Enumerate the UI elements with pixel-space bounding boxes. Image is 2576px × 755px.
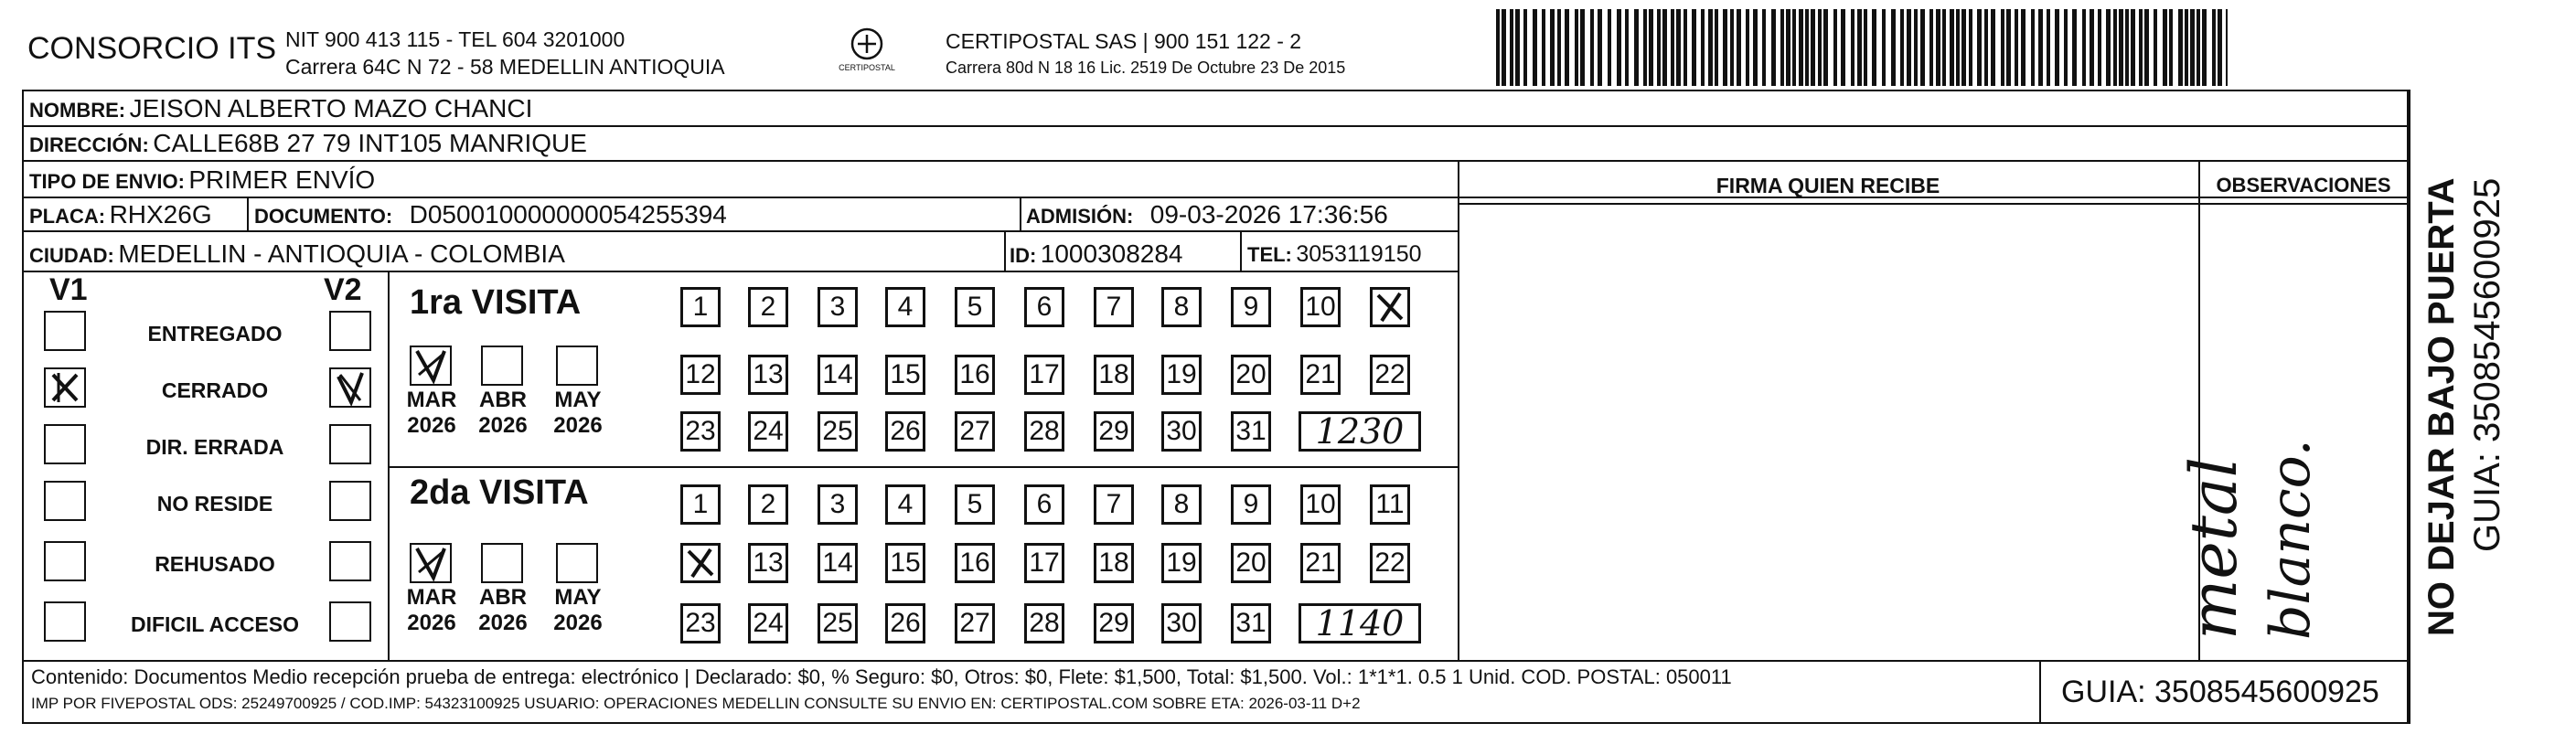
barcode-bar [1737,9,1741,86]
day-cell[interactable]: 20 [1231,543,1271,583]
placa-value: RHX26G [109,200,212,229]
barcode-bar [2038,9,2043,86]
v1-checkbox[interactable] [44,481,86,521]
month-checkbox[interactable] [556,543,598,583]
barcode-bar [2055,9,2059,86]
direccion-value: CALLE68B 27 79 INT105 MANRIQUE [153,129,587,157]
barcode-bar [1634,9,1639,86]
barcode-bar [1580,9,1585,86]
barcode-bar [1920,9,1925,86]
day-cell[interactable]: 17 [1024,543,1064,583]
placa-label: PLACA: [29,205,106,228]
day-cell[interactable]: 20 [1231,355,1271,395]
month-checkbox[interactable] [410,346,452,386]
v2-checkbox[interactable] [329,367,371,408]
barcode-bar [1683,9,1687,86]
barcode-bar [1929,9,1933,86]
barcode-bar [1900,9,1904,86]
barcode-bar [1872,9,1876,86]
barcode-bar [2178,9,2183,86]
month-label: MAY [554,585,602,610]
month-label: ABR [479,388,527,412]
barcode-bar [1936,9,1940,86]
barcode-bar [1649,9,1653,86]
admision-label: ADMISIÓN: [1026,205,1134,228]
month-label: ABR [479,585,527,610]
v2-checkbox[interactable] [329,481,371,521]
day-cell[interactable]: 18 [1094,355,1134,395]
day-cell[interactable]: 8 [1161,287,1202,327]
barcode-bar [2006,9,2011,86]
documento-label: DOCUMENTO: [254,205,393,228]
day-cell[interactable]: 27 [955,603,995,643]
barcode-bar [1671,9,1674,86]
day-cell[interactable]: 30 [1161,411,1202,452]
day-cell[interactable]: 14 [818,543,858,583]
barcode-bar [1780,9,1784,86]
day-cell[interactable]: 29 [1094,603,1134,643]
barcode [1496,9,2228,88]
day-cell[interactable]: 10 [1300,484,1341,525]
barcode-bar [1608,9,1611,86]
barcode-bar [1746,9,1749,86]
status-option-label: NO RESIDE [156,492,273,516]
barcode-bar [2218,9,2222,86]
barcode-bar [2090,9,2094,86]
day-cell[interactable]: 4 [885,484,925,525]
barcode-bar [1708,9,1713,86]
day-cell[interactable]: 14 [818,355,858,395]
day-cell[interactable]: 28 [1024,603,1064,643]
day-cell[interactable]: 16 [955,543,995,583]
day-cell[interactable]: 9 [1231,287,1271,327]
day-cell[interactable]: 5 [955,484,995,525]
barcode-bar [1575,9,1578,86]
barcode-bar [1891,9,1896,86]
admision-value: 09-03-2026 17:36:56 [1149,200,1388,229]
barcode-bar [1841,9,1845,86]
barcode-bar [1961,9,1966,86]
barcode-bar [1723,9,1727,86]
tipo-envio-label: TIPO DE ENVIO: [29,170,185,193]
barcode-bar [1818,9,1822,86]
year-label: 2026 [407,611,456,635]
barcode-bar [1643,9,1647,86]
year-label: 2026 [553,611,603,635]
barcode-bar [2185,9,2188,86]
visit-time-cell: 1140 [1299,603,1421,643]
company-address: Carrera 64C N 72 - 58 MEDELLIN ANTIOQUIA [285,55,725,79]
day-cell[interactable]: 12 [680,355,721,395]
v1-checkbox[interactable] [44,541,86,581]
barcode-bar [1811,9,1815,86]
ciudad-value: MEDELLIN - ANTIOQUIA - COLOMBIA [118,239,565,268]
day-cell[interactable]: 31 [1231,411,1271,452]
day-cell[interactable]: 15 [885,543,925,583]
barcode-bar [2139,9,2143,86]
barcode-bar [1496,9,1500,86]
v1-label: V1 [49,272,88,307]
month-label: MAR [406,388,457,412]
day-cell[interactable]: 22 [1370,543,1410,583]
day-cell[interactable]: 24 [748,411,788,452]
carrier-license: Carrera 80d N 18 16 Lic. 2519 De Octubre 23 De 2015 [946,58,1346,77]
observation-handwriting-line2: blanco. [2259,439,2323,640]
day-cell[interactable]: 28 [1024,411,1064,452]
day-cell[interactable]: 19 [1161,543,1202,583]
day-cell[interactable]: 13 [748,355,788,395]
barcode-bar [2021,9,2026,86]
year-label: 2026 [553,413,603,438]
id-value: 1000308284 [1040,239,1183,268]
day-cell[interactable]: 9 [1231,484,1271,525]
status-option-label: REHUSADO [155,552,275,576]
barcode-bar [1771,9,1776,86]
barcode-bar [1857,9,1862,86]
barcode-bar [1851,9,1855,86]
barcode-bar [2119,9,2123,86]
barcode-bar [1786,9,1790,86]
barcode-bar [2131,9,2135,86]
barcode-bar [2125,9,2129,86]
status-option-label: CERRADO [161,378,269,402]
barcode-bar [2031,9,2035,86]
barcode-bar [1657,9,1661,86]
day-cell[interactable]: 1 [680,287,721,327]
day-cell[interactable]: 30 [1161,603,1202,643]
footer-imp-line: IMP POR FIVEPOSTAL ODS: 25249700925 / COD.IMP: 54323100925 USUARIO: OPERACIONES MEDELLIN CONSULTE SU ENVIO EN: CERTIPOSTAL.COM SOBRE ETA: 2026-03-11 D+2 [31,695,1361,712]
day-cell[interactable]: 25 [818,603,858,643]
barcode-bar [1969,9,1972,86]
barcode-bar [1991,9,1995,86]
month-label: MAR [406,585,457,610]
certipostal-logo-icon [830,26,903,80]
month-checkbox[interactable] [410,543,452,583]
barcode-bar [1833,9,1837,86]
status-option-label: DIR. ERRADA [145,435,284,459]
day-cell[interactable]: 26 [885,603,925,643]
day-cell[interactable]: 25 [818,411,858,452]
month-label: MAY [554,388,602,412]
barcode-bar [1542,9,1545,86]
year-label: 2026 [478,413,528,438]
no-dejar-bajo-puerta: NO DEJAR BAJO PUERTA [2421,177,2462,636]
barcode-bar [1792,9,1796,86]
first-visit-title: 1ra VISITA [410,283,582,322]
barcode-bar [2015,9,2018,86]
company-name: CONSORCIO ITS [27,31,277,66]
v2-label: V2 [324,272,362,307]
barcode-bar [1942,9,1946,86]
barcode-bar [2202,9,2207,86]
barcode-bar [1701,9,1705,86]
day-cell[interactable]: 1 [680,484,721,525]
barcode-bar [1692,9,1696,86]
barcode-bar [2113,9,2117,86]
barcode-bar [2082,9,2086,86]
day-cell[interactable]: 29 [1094,411,1134,452]
ciudad-label: CIUDAD: [29,244,114,267]
day-cell[interactable]: 16 [955,355,995,395]
barcode-bar [1565,9,1569,86]
barcode-bar [1557,9,1561,86]
barcode-bar [1598,9,1602,86]
day-cell[interactable]: 31 [1231,603,1271,643]
day-cell[interactable]: 2 [748,484,788,525]
barcode-bar [1510,9,1513,86]
barcode-bar [1753,9,1758,86]
day-cell[interactable]: 7 [1094,484,1134,525]
visit-time-cell: 1230 [1299,411,1421,452]
barcode-bar [1914,9,1918,86]
id-label: ID: [1010,244,1037,267]
day-cell[interactable]: 21 [1300,543,1341,583]
direccion-label: DIRECCIÓN: [29,133,149,156]
second-visit-title: 2da VISITA [410,473,589,512]
day-cell[interactable]: 26 [885,411,925,452]
tel-label: TEL: [1247,243,1292,266]
barcode-bar [2197,9,2200,86]
barcode-bar [2106,9,2111,86]
side-guia: GUIA: 3508545600925 [2467,177,2507,552]
barcode-bar [1984,9,1988,86]
day-cell[interactable]: 21 [1300,355,1341,395]
barcode-bar [2098,9,2101,86]
day-cell[interactable]: 17 [1024,355,1064,395]
day-cell[interactable]: 11 [1370,484,1410,525]
documento-value: D050010000000054255394 [409,200,727,229]
day-cell[interactable]: 4 [885,287,925,327]
day-cell[interactable]: 23 [680,411,721,452]
v2-checkbox[interactable] [329,541,371,581]
day-cell[interactable]: 7 [1094,287,1134,327]
observation-handwriting-line1: metal [2176,456,2251,640]
barcode-bar [1662,9,1667,86]
barcode-bar [1715,9,1718,86]
v2-checkbox[interactable] [329,424,371,464]
barcode-bar [2154,9,2157,86]
barcode-bar [2144,9,2149,86]
day-cell[interactable]: 3 [818,484,858,525]
day-cell[interactable]: 3 [818,287,858,327]
company-nit: NIT 900 413 115 - TEL 604 3201000 [285,27,625,51]
barcode-bar [2169,9,2173,86]
observaciones-label: OBSERVACIONES [2216,174,2391,197]
barcode-bar [1823,9,1828,86]
tipo-envio-value: PRIMER ENVÍO [188,165,376,194]
day-cell[interactable]: 8 [1161,484,1202,525]
day-cell[interactable]: 6 [1024,287,1064,327]
v2-checkbox[interactable] [329,311,371,351]
footer-guia: GUIA: 3508545600925 [2061,675,2379,709]
month-checkbox[interactable] [481,543,523,583]
barcode-bar [1762,9,1766,86]
day-cell[interactable]: 5 [955,287,995,327]
day-cell[interactable]: 19 [1161,355,1202,395]
day-cell[interactable]: 6 [1024,484,1064,525]
nombre-value: JEISON ALBERTO MAZO CHANCI [129,94,533,122]
barcode-bar [2212,9,2216,86]
barcode-bar [1882,9,1886,86]
barcode-bar [2072,9,2077,86]
barcode-bar [2190,9,2195,86]
v1-checkbox[interactable] [44,601,86,642]
day-cell[interactable] [1370,287,1410,327]
v1-checkbox[interactable] [44,311,86,351]
day-cell[interactable]: 23 [680,603,721,643]
v1-checkbox[interactable] [44,424,86,464]
barcode-bar [1730,9,1734,86]
tel-value: 3053119150 [1296,241,1422,267]
day-cell[interactable]: 24 [748,603,788,643]
nombre-label: NOMBRE: [29,99,126,122]
logo-text: CERTIPOSTAL [839,63,895,72]
status-option-label: DIFICIL ACCESO [130,612,299,636]
day-cell[interactable]: 2 [748,287,788,327]
day-cell[interactable]: 18 [1094,543,1134,583]
barcode-bar [1590,9,1594,86]
day-cell[interactable]: 22 [1370,355,1410,395]
barcode-bar [1799,9,1803,86]
v1-checkbox[interactable] [44,367,86,408]
barcode-bar [2047,9,2050,86]
day-cell[interactable]: 13 [748,543,788,583]
barcode-bar [1550,9,1555,86]
barcode-bar [1676,9,1681,86]
day-cell[interactable]: 15 [885,355,925,395]
year-label: 2026 [478,611,528,635]
barcode-bar [1515,9,1520,86]
barcode-bar [1617,9,1621,86]
barcode-bar [1523,9,1527,86]
barcode-bar [2064,9,2068,86]
year-label: 2026 [407,413,456,438]
barcode-bar [2001,9,2004,86]
barcode-bar [1533,9,1537,86]
barcode-bar [1864,9,1867,86]
barcode-bar [1625,9,1629,86]
month-checkbox[interactable] [481,346,523,386]
barcode-bar [1956,9,1960,86]
day-cell[interactable] [680,543,721,583]
day-cell[interactable]: 27 [955,411,995,452]
barcode-bar [1502,9,1506,86]
barcode-bar [1907,9,1911,86]
barcode-bar [1805,9,1809,86]
firma-label: FIRMA QUIEN RECIBE [1716,174,1940,197]
barcode-bar [1950,9,1954,86]
carrier-line: CERTIPOSTAL SAS | 900 151 122 - 2 [946,29,1302,53]
barcode-bar [1977,9,1982,86]
footer-contenido: Contenido: Documentos Medio recepción prueba de entrega: electrónico | Declarado: $0, % Seguro: $0, Otros: $0, Flete: $1,500, Total: $1,500. Vol.: 1*1*1. 0.5 1 Unid. COD. POSTAL: 050011 [31,665,1732,688]
status-option-label: ENTREGADO [147,322,283,346]
month-checkbox[interactable] [556,346,598,386]
v2-checkbox[interactable] [329,601,371,642]
barcode-bar [2226,9,2228,86]
day-cell[interactable]: 10 [1300,287,1341,327]
barcode-bar [2163,9,2167,86]
